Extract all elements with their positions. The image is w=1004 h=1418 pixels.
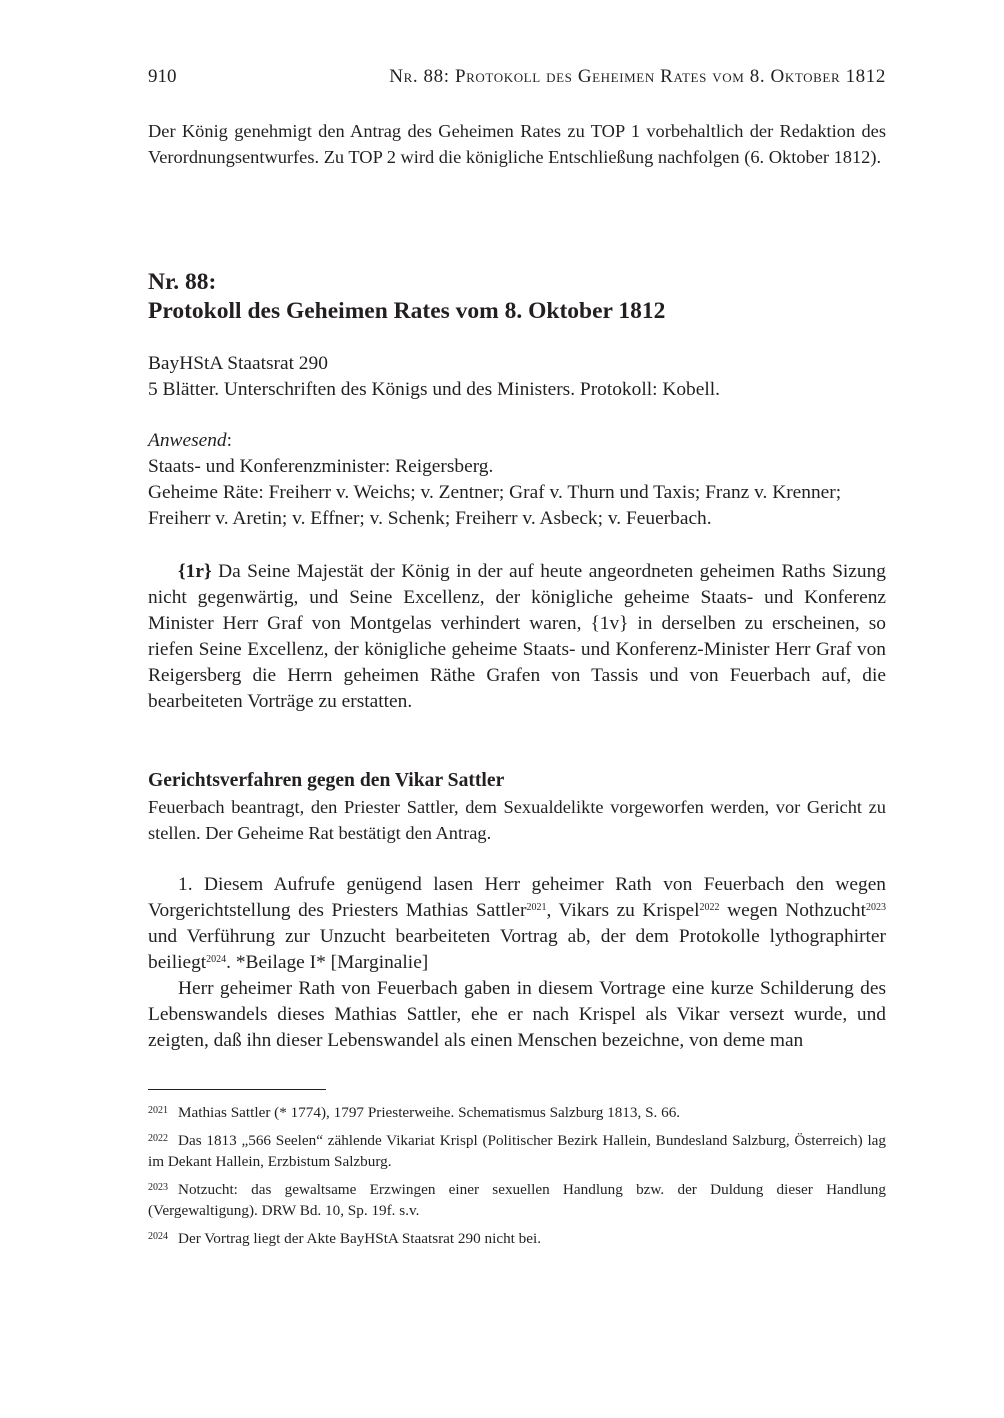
attendance-label-line — [148, 428, 886, 454]
opening-paragraph — [148, 559, 886, 715]
footnote-number: 2024 — [148, 1231, 168, 1242]
attendance-block — [148, 428, 886, 532]
footnotes — [148, 1100, 886, 1254]
section-summary: Feuerbach beantragt, den Priester Sattler, dem Sexualdelikte vorgeworfen werden, vor Gericht zu stellen. Der Geheime Rat bestätigt den Antrag. — [148, 797, 886, 843]
document-title-text: Protokoll des Geheimen Rates vom 8. Oktober 1812 — [148, 298, 666, 324]
footnote-number: 2021 — [148, 1105, 168, 1116]
footnote-number: 2022 — [148, 1133, 168, 1144]
footnote-ref-2022[interactable]: 2022 — [699, 902, 720, 913]
footnote-text: Mathias Sattler (* 1774), 1797 Priesterweihe. Schematismus Salzburg 1813, S. 66. — [178, 1104, 681, 1121]
source-block — [148, 351, 886, 403]
p1-part-a: 1. Diesem Aufrufe genügend lasen Herr geheimer Rath von Feuerbach den wegen Vorgerichtstellung des Priesters Mathias Sattler — [148, 874, 886, 921]
main-text — [148, 872, 886, 1054]
footnote-number: 2023 — [148, 1182, 168, 1193]
footnote-ref-2023[interactable]: 2023 — [866, 902, 886, 913]
p1-part-d: und Verführung zur Unzucht bearbeiteten Vortrag ab, der dem Protokolle lythographirter beiliegt — [148, 926, 886, 973]
archive-reference: BayHStA Staatsrat 290 — [148, 353, 328, 374]
p1-part-b: , Vikars zu Krispel — [546, 900, 700, 921]
section-heading: Gerichtsverfahren gegen den Vikar Sattler — [148, 770, 505, 791]
footnote-ref-2021[interactable]: 2021 — [526, 902, 547, 913]
opening-text: Da Seine Majestät der König in der auf heute angeordneten geheimen Raths Sizung nicht gegenwärtig, und Seine Excellenz, der königliche geheime Staats- und Konferenz Minister Herr Graf von Montgelas verhindert waren, {1v} in derselben zu erscheinen, so riefen Seine Excellenz, der königliche geheime Staats- und Konferenz-Minister Herr Graf von Reigersberg die Herrn geheimen Räthe Grafen von Tassis und von Feuerbach auf, die bearbeiteten Vorträge zu erstatten. — [148, 561, 886, 712]
intro-paragraph: Der König genehmigt den Antrag des Geheimen Rates zu TOP 1 vorbehaltlich der Redaktion des Verordnungsentwurfes. Zu TOP 2 wird die königliche Entschließung nachfolgen (6. Oktober 1812). — [148, 121, 886, 167]
footnote — [148, 1226, 886, 1249]
p1-part-c: wegen Nothzucht — [719, 900, 866, 921]
source-description: 5 Blätter. Unterschriften des Königs und des Ministers. Protokoll: Kobell. — [148, 379, 720, 400]
attendance-label: Anwesend — [148, 430, 227, 451]
document-title — [148, 268, 886, 326]
footnote-text: Der Vortrag liegt der Akte BayHStA Staatsrat 290 nicht bei. — [178, 1230, 542, 1247]
footnote-ref-2024[interactable]: 2024 — [206, 954, 227, 965]
page-number: 910 — [148, 66, 177, 87]
footnote — [148, 1177, 886, 1221]
attendance-councillors: Geheime Räte: Freiherr v. Weichs; v. Zentner; Graf v. Thurn und Taxis; Franz v. Krenner; Freiherr v. Aretin; v. Effner; v. Schenk; Freiherr v. Asbeck; v. Feuerbach. — [148, 482, 842, 529]
p1-part-e: . *Beilage I* [Marginalie] — [226, 952, 429, 973]
main-paragraph-2: Herr geheimer Rath von Feuerbach gaben in diesem Vortrage eine kurze Schilderung des Lebenswandels dieses Mathias Sattler, ehe er nach Krispel als Vikar versezt wurde, und zeigten, daß ihn dieser Lebenswandel als einen Menschen bezeichne, von deme man — [148, 978, 886, 1051]
footnote-text: Notzucht: das gewaltsame Erzwingen einer sexuellen Handlung bzw. der Duldung dieser Handlung (Vergewaltigung). DRW Bd. 10, Sp. 19f. s.v. — [148, 1181, 886, 1219]
running-title: Nr. 88: Protokoll des Geheimen Rates vom 8. Oktober 1812 — [389, 66, 886, 87]
footnote — [148, 1100, 886, 1123]
page-header — [148, 66, 886, 92]
footnote — [148, 1128, 886, 1172]
attendance-ministers: Staats- und Konferenzminister: Reigersberg. — [148, 456, 494, 477]
folio-marker: {1r} — [178, 561, 212, 582]
attendance-colon: : — [226, 430, 233, 451]
document-number: Nr. 88: — [148, 269, 217, 295]
main-paragraph-1 — [148, 872, 886, 976]
footnote-rule — [148, 1089, 326, 1090]
footnote-text: Das 1813 „566 Seelen“ zählende Vikariat Krispl (Politischer Bezirk Hallein, Bundesland Salzburg, Österreich) lag im Dekant Hallein, Erzbistum Salzburg. — [148, 1132, 886, 1170]
